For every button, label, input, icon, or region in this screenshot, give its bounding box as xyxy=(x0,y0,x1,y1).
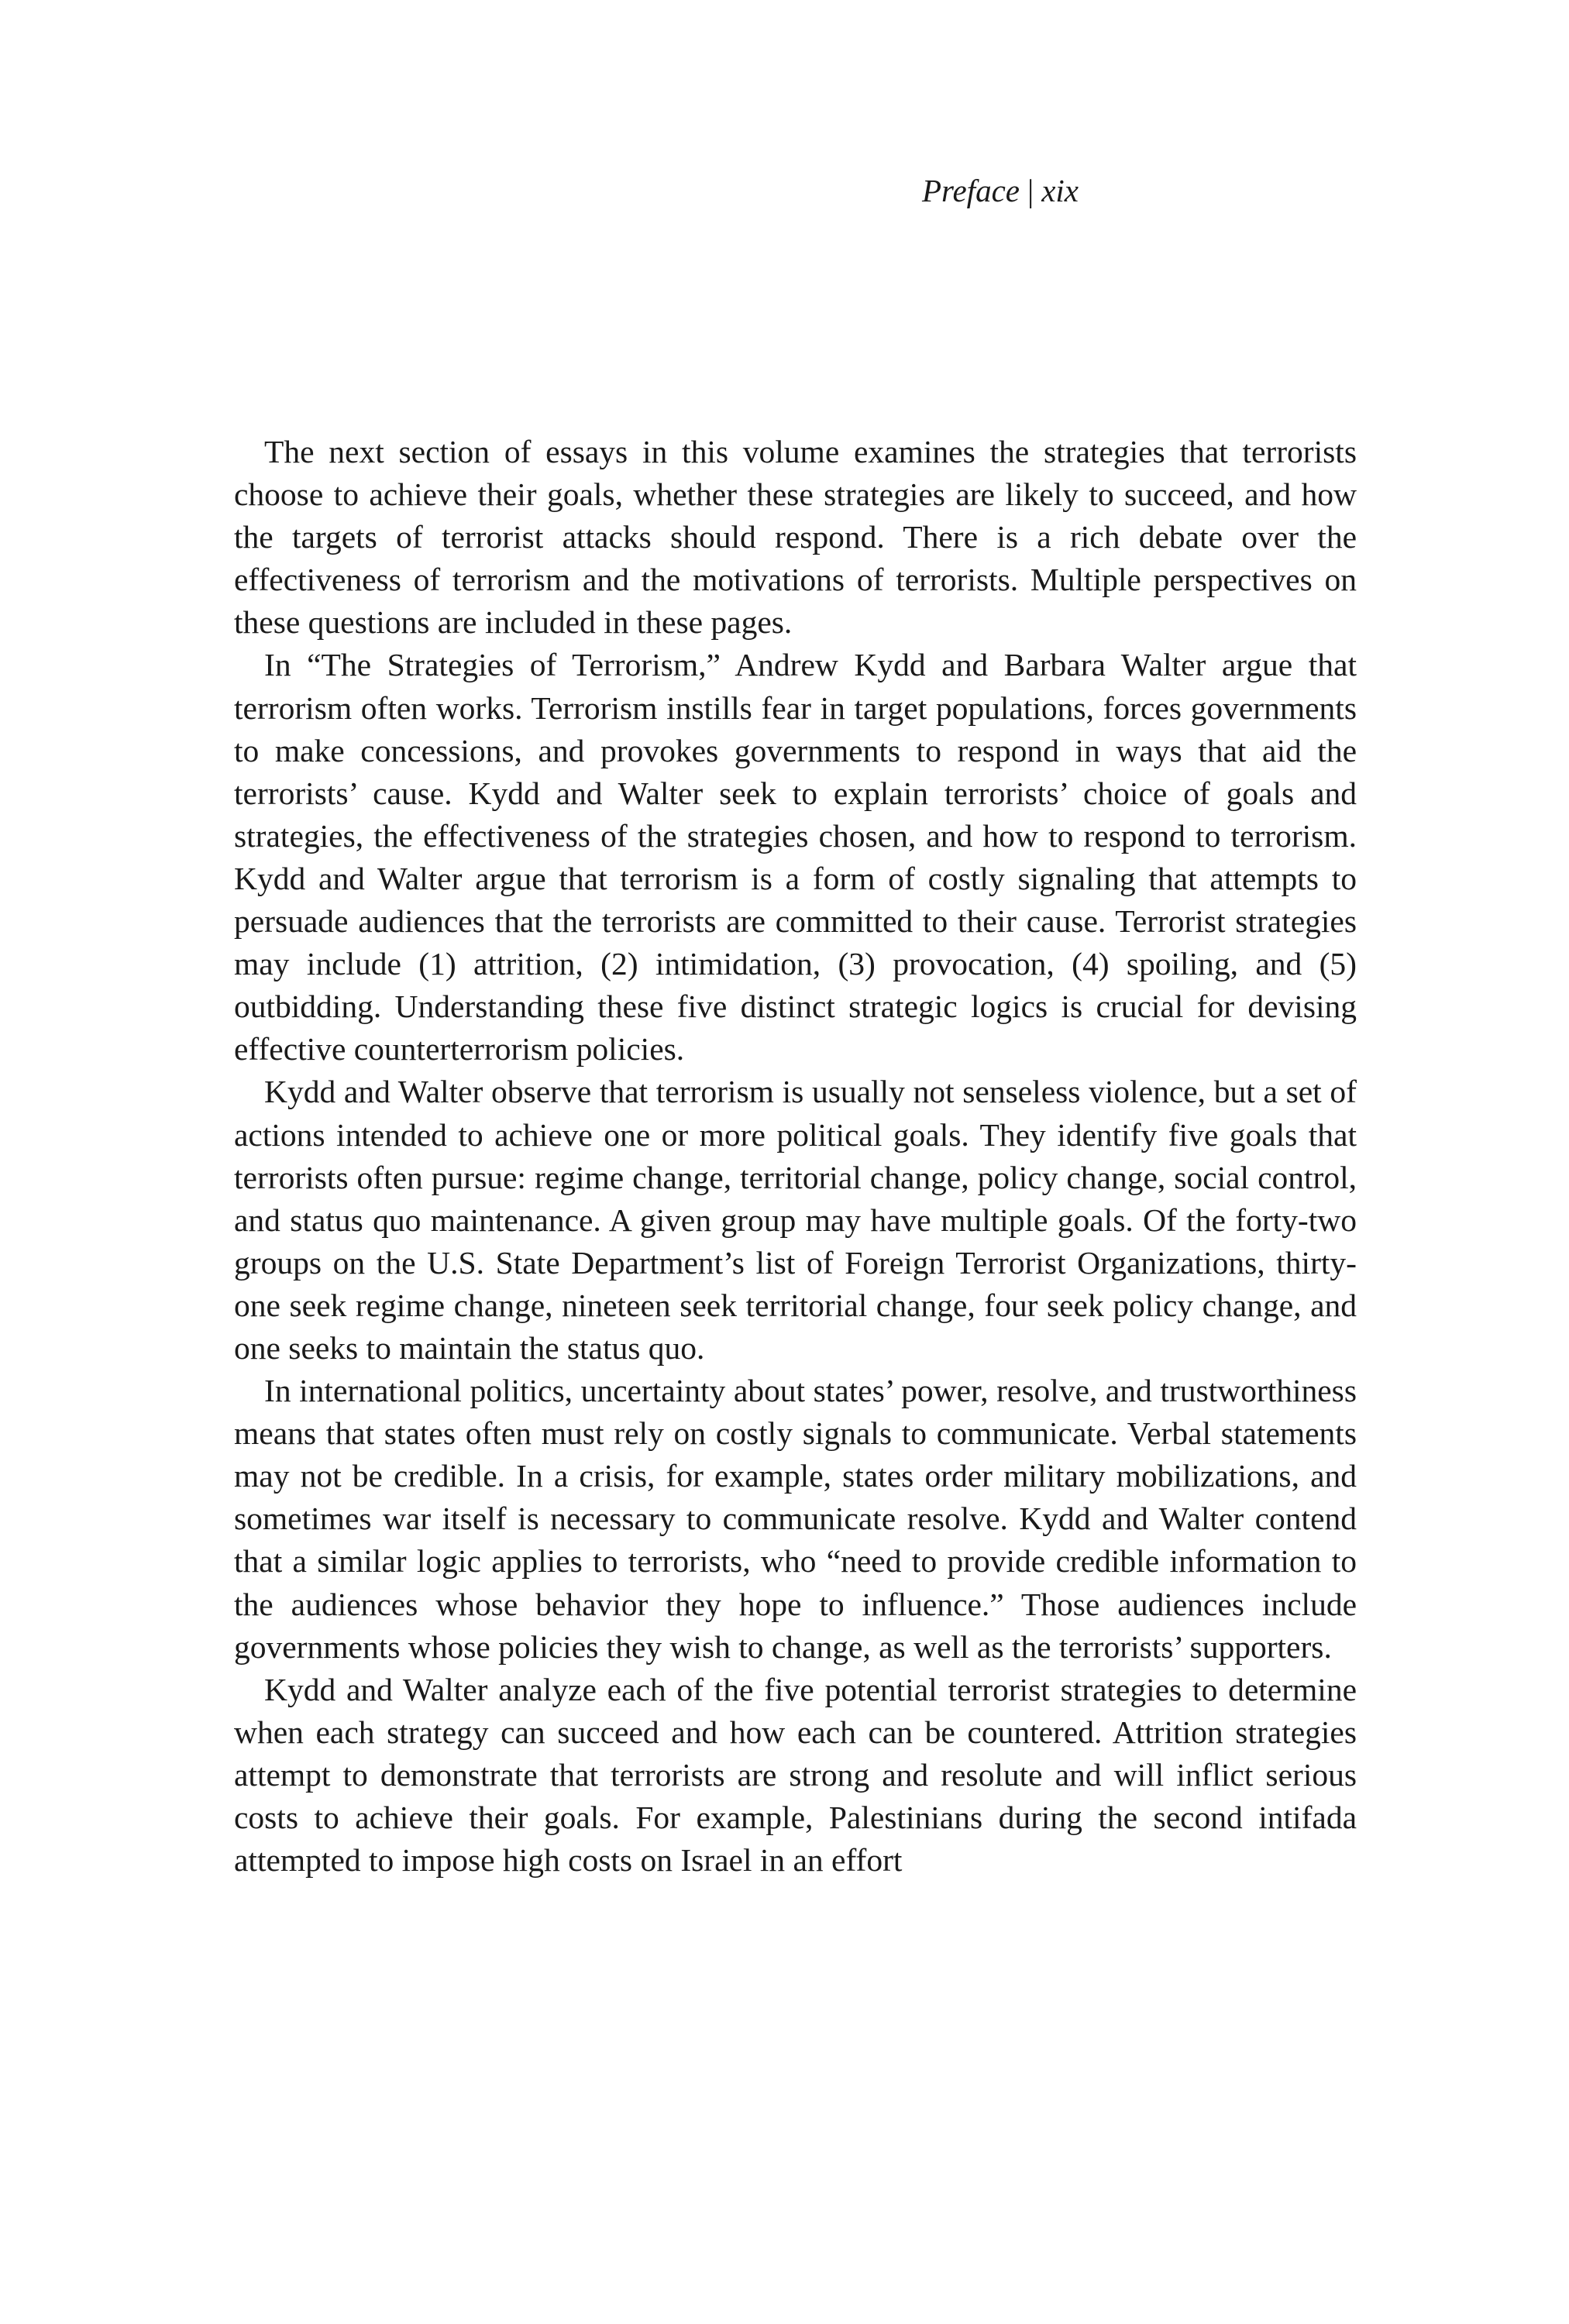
running-head-separator: | xyxy=(1027,173,1034,208)
running-head-section: Preface xyxy=(922,173,1020,208)
page-number: xix xyxy=(1041,173,1079,208)
paragraph-1: The next section of essays in this volume examines the strategies that terrorists choose to achieve their goals, whether these strategies are likely to succeed, and how the targets of terrorist attacks should respond. There is a rich debate over the effectiveness of terrorism and the motivations of terrorists. Multiple perspectives on these questions are included in these pages. xyxy=(234,434,1357,641)
paragraph-4: In international politics, uncertainty about states’ power, resolve, and trustworthiness means that states often must rely on costly signals to communicate. Verbal statements may not be credible. In a crisis, for example, states order military mobilizations, and sometimes war itself is necessary to communicate resolve. Kydd and Walter contend that a similar logic applies to terrorists, who “need to provide credible information to the audiences whose behavior they hope to influence.” Those audiences include governments whose policies they wish to change, as well as the terrorists’ supporters. xyxy=(234,1373,1357,1665)
paragraph-2: In “The Strategies of Terrorism,” Andrew Kydd and Barbara Walter argue that terrorism often works. Terrorism instills fear in target populations, forces governments to make concessions, and provokes governments to respond in ways that aid the terrorists’ cause. Kydd and Walter seek to explain terrorists’ choice of goals and strategies, the effectiveness of the strategies chosen, and how to respond to terrorism. Kydd and Walter argue that terrorism is a form of costly signaling that attempts to persuade audiences that the terrorists are committed to their cause. Terrorist strategies may include (1) attrition, (2) intimidation, (3) provocation, (4) spoiling, and (5) outbidding. Understanding these five distinct strategic logics is crucial for devising effective counterterrorism policies. xyxy=(234,647,1357,1067)
body-text xyxy=(234,431,1357,1882)
running-head xyxy=(922,172,1371,209)
paragraph-5: Kydd and Walter analyze each of the five potential terrorist strategies to determine when each strategy can succeed and how each can be countered. Attrition strategies attempt to demonstrate that terrorists are strong and resolute and will inflict serious costs to achieve their goals. For example, Palestinians during the second intifada attempted to impose high costs on Israel in an effort xyxy=(234,1671,1357,1879)
paragraph-3: Kydd and Walter observe that terrorism is usually not senseless violence, but a set of actions intended to achieve one or more political goals. They identify five goals that terrorists often pursue: regime change, territorial change, policy change, social control, and status quo maintenance. A given group may have multiple goals. Of the forty-two groups on the U.S. State Department’s list of Foreign Terrorist Organizations, thirty-one seek regime change, nineteen seek territorial change, four seek policy change, and one seeks to maintain the status quo. xyxy=(234,1074,1357,1366)
